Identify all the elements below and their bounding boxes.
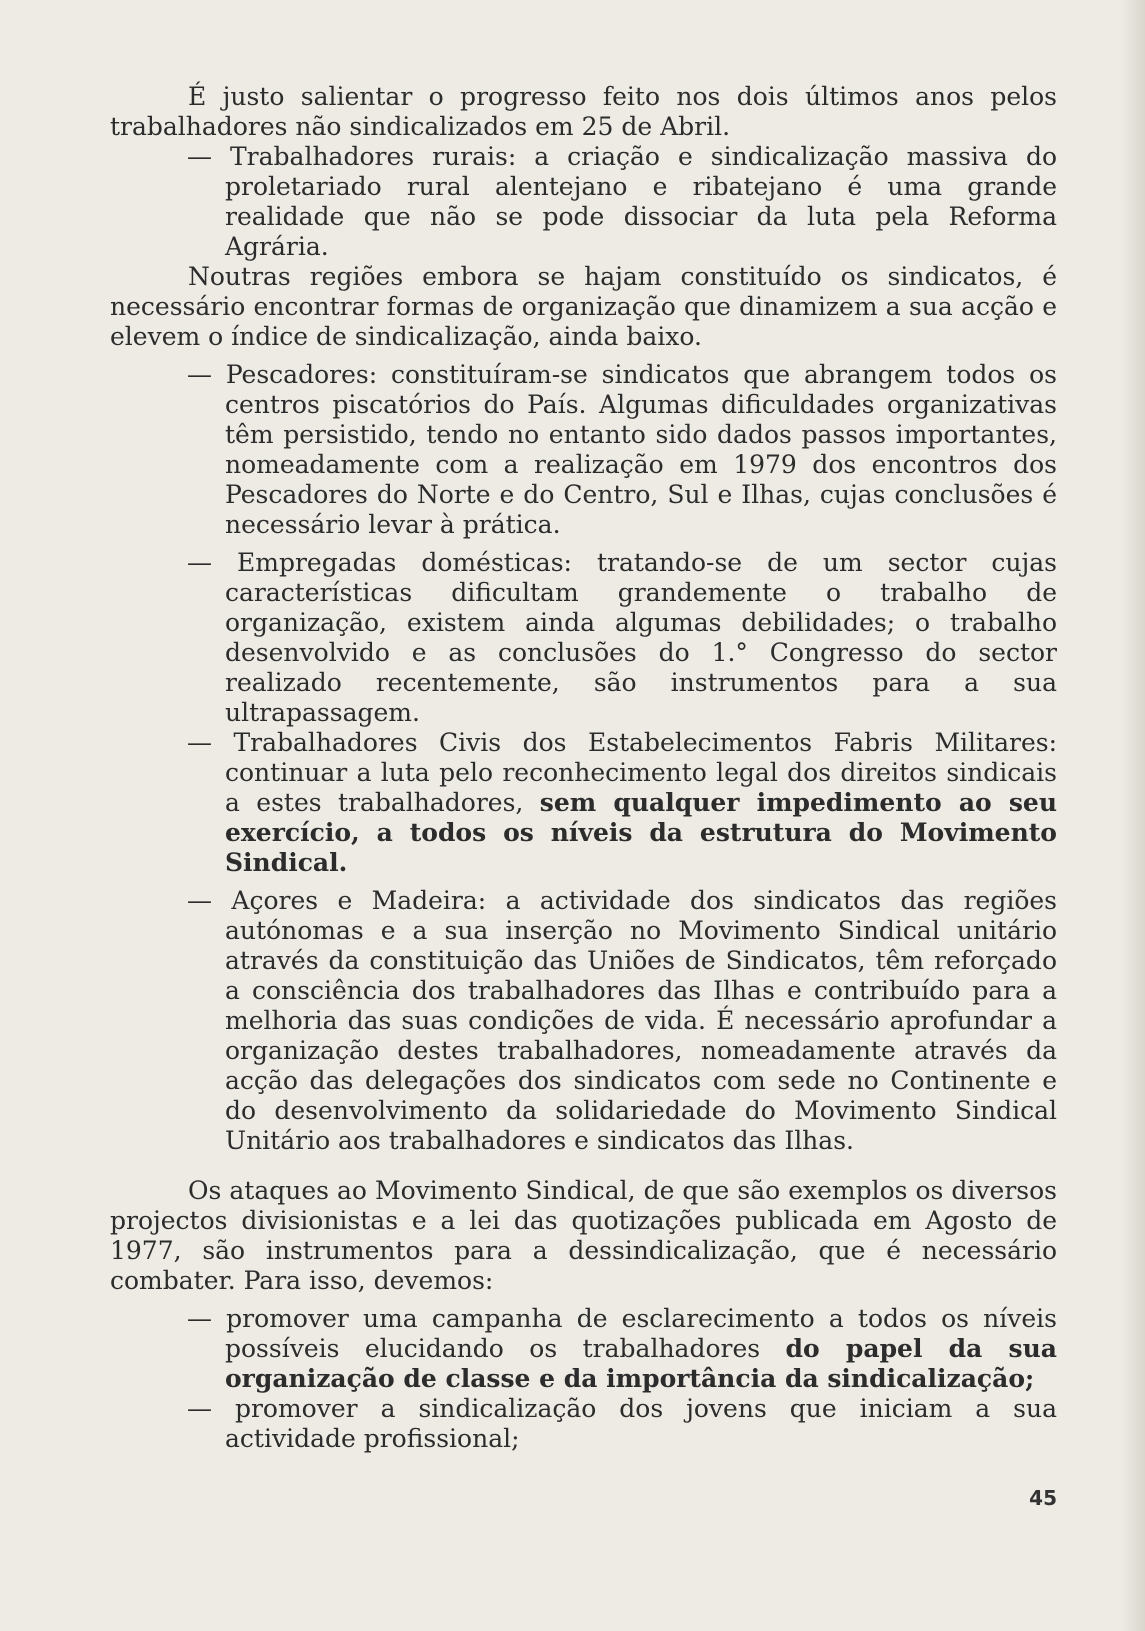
paragraph-intro: É justo salientar o progresso feito nos dois últimos anos pelos trabalhadores não sindicalizados em 25 de Abril. — [110, 82, 1057, 141]
item-military-civilians — [110, 728, 1057, 878]
item-military-civilians-text: — Trabalhadores Civis dos Estabelecimentos Fabris Militares: continuar a luta pelo reconhecimento legal dos direitos sindicais a estes trabalhadores, — [187, 728, 1057, 817]
item-campaign-text: — promover uma campanha de esclarecimento a todos os níveis possíveis elucidando os trabalhadores — [187, 1304, 1057, 1363]
item-campaign-bold: do papel da sua organização de classe e da importância da sindicalização; — [225, 1334, 1057, 1393]
page-edge-shadow — [1121, 0, 1145, 1631]
item-youth: — promover a sindicalização dos jovens que iniciam a sua actividade profissional; — [187, 1394, 1057, 1453]
paragraph-attacks: Os ataques ao Movimento Sindical, de que são exemplos os diversos projectos divisionistas e a lei das quotizações publicada em Agosto de 1977, são instrumentos para a dessindicalização, que é necessário combater. Para isso, devemos: — [110, 1176, 1057, 1295]
item-fishermen: — Pescadores: constituíram-se sindicatos que abrangem todos os centros piscatórios do País. Algumas dificuldades organizativas têm persistido, tendo no entanto sido dados passos importantes, nomeadamente com a realização em 1979 dos encontros dos Pescadores do Norte e do Centro, Sul e Ilhas, cujas conclusões é necessário levar à prática. — [187, 360, 1057, 539]
item-military-civilians-bold: sem qualquer impedimento ao seu exercício, a todos os níveis da estrutura do Movimento Sindical. — [225, 788, 1058, 877]
page-number: 45 — [1029, 1486, 1057, 1510]
item-rural-workers: — Trabalhadores rurais: a criação e sindicalização massiva do proletariado rural alentejano e ribatejano é uma grande realidade que não se pode dissociar da luta pela Reforma Agrária. — [187, 142, 1057, 261]
item-domestic-workers: — Empregadas domésticas: tratando-se de um sector cujas características dificultam grandemente o trabalho de organização, existem ainda algumas debilidades; o trabalho desenvolvido e as conclusões do 1.° Congresso do sector realizado recentemente, são instrumentos para a sua ultrapassagem. — [187, 548, 1057, 727]
paragraph-other-regions: Noutras regiões embora se hajam constituído os sindicatos, é necessário encontrar formas de organização que dinamizem a sua acção e elevem o índice de sindicalização, ainda baixo. — [110, 262, 1057, 351]
item-azores-madeira: — Açores e Madeira: a actividade dos sindicatos das regiões autónomas e a sua inserção no Movimento Sindical unitário através da constituição das Uniões de Sindicatos, têm reforçado a consciência dos trabalhadores das Ilhas e contribuído para a melhoria das suas condições de vida. É necessário aprofundar a organização destes trabalhadores, nomeadamente através da acção das delegações dos sindicatos com sede no Continente e do desenvolvimento da solidariedade do Movimento Sindical Unitário aos trabalhadores e sindicatos das Ilhas. — [187, 886, 1057, 1155]
item-campaign — [110, 1304, 1057, 1394]
